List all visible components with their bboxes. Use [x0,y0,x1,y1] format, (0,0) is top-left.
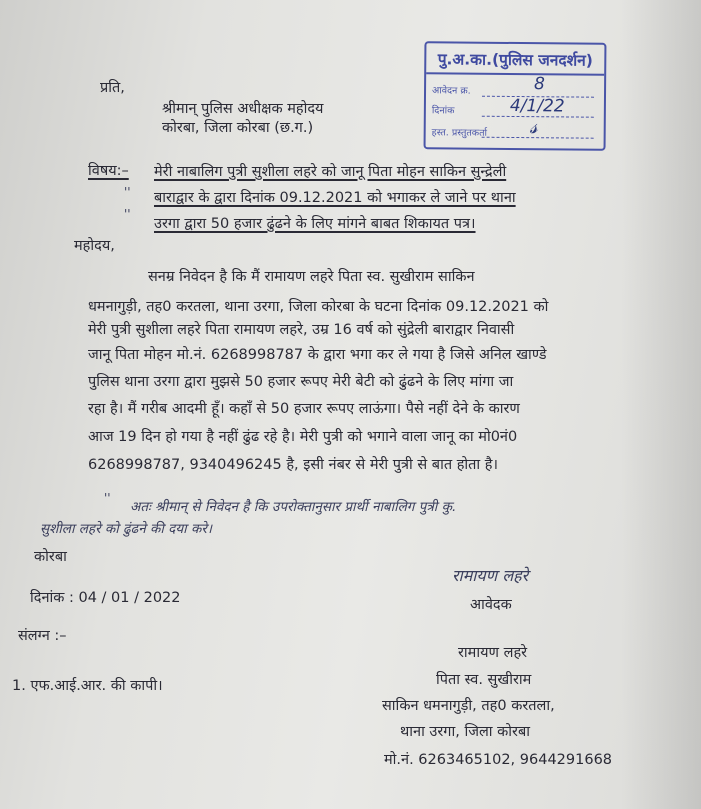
stamp-date-label: दिनांक [431,105,455,117]
stamp-application-no-label: आवेदन क्र. [431,85,471,97]
request-line-1: अतः श्रीमान् से निवेदन है कि उपरोक्तानुसार प्रार्थी नाबालिग पुत्री कु. [130,499,457,515]
body-line: पुलिस थाना उरगा द्वारा मुझसे 50 हजार रूपए मेरी बेटी को ढुंढने के लिए मांगा जा [88,374,514,390]
request-line-2: सुशीला लहरे को ढुंढने की दया करे। [40,521,212,537]
salutation: महोदय, [74,238,115,254]
stamp-signature-label: हस्त. प्रस्तुतकर्ता [431,127,488,139]
to-prefix: प्रति, [100,80,125,96]
stamp-date-value: 4/1/22 [509,95,565,117]
body-line: मेरी पुत्री सुशीला लहरे पिता रामायण लहरे, उम्र 16 वर्ष को सुंद्रेली बाराद्वार निवासी [88,322,515,338]
body-line: धमनागुड़ी, तह0 करतला, थाना उरगा, जिला कोरबा के घटना दिनांक 09.12.2021 को [88,299,549,315]
body-line: आज 19 दिन हो गया है नहीं ढुंढ रहे है। मेरी पुत्री को भगाने वाला जानू का मो0नं0 [88,429,518,445]
applicant-father: पिता स्व. सुखीराम [436,672,532,688]
body-line: रहा है। मैं गरीब आदमी हूँ। कहाँ से 50 हजार रूपए लाऊंगा। पैसे नहीं देने के कारण [88,401,520,417]
body-line: जानू पिता मोहन मो.नं. 6268998787 के द्वारा भगा कर ले गया है जिसे अनिल खाण्डे [88,347,547,363]
request-quote-mark: '' [104,491,111,505]
addressee-line-2: कोरबा, जिला कोरबा (छ.ग.) [162,120,314,136]
applicant-name: रामायण लहरे [458,645,528,661]
subject-line-1: मेरी नाबालिग पुत्री सुशीला लहरे को जानू पिता मोहन साकिन सुन्द्रेली [154,164,507,180]
applicant-mobile: मो.नं. 6263465102, 9644291668 [384,752,613,768]
enclosure-item: 1. एफ.आई.आर. की कापी। [12,678,163,694]
stamp-signature-scribble: 𝓈 [529,114,538,140]
date-line: दिनांक : 04 / 01 / 2022 [30,590,181,606]
applicant-label: आवेदक [470,597,512,613]
subject-line-3: उरगा द्वारा 50 हजार ढुंढने के लिए मांगने बाबत शिकायत पत्र। [154,216,476,232]
subject-label: विषय:– [88,163,129,179]
enclosure-label: संलग्न :– [18,628,67,644]
page-shadow [621,0,701,809]
subject-quote-mark: '' [124,185,131,199]
applicant-address-2: थाना उरगा, जिला कोरबा [400,724,531,740]
subject-line-2: बाराद्वार के द्वारा दिनांक 09.12.2021 को भगाकर ले जाने पर थाना [154,190,516,206]
addressee-line-1: श्रीमान् पुलिस अधीक्षक महोदय [162,101,324,117]
office-stamp [424,41,607,151]
stamp-application-no-value: 8 [534,74,546,95]
stamp-title: पु.अ.का.(पुलिस जनदर्शन) [426,47,604,76]
applicant-signature: रामायण लहरे [452,566,529,585]
applicant-address-1: साकिन धमनागुड़ी, तह0 करतला, [382,698,555,714]
subject-quote-mark: '' [124,207,131,221]
body-line: 6268998787, 9340496245 है, इसी नंबर से मेरी पुत्री से बात होता है। [88,457,498,473]
body-line: सनम्र निवेदन है कि मैं रामायण लहरे पिता स्व. सुखीराम साकिन [148,269,475,285]
place: कोरबा [34,549,67,565]
